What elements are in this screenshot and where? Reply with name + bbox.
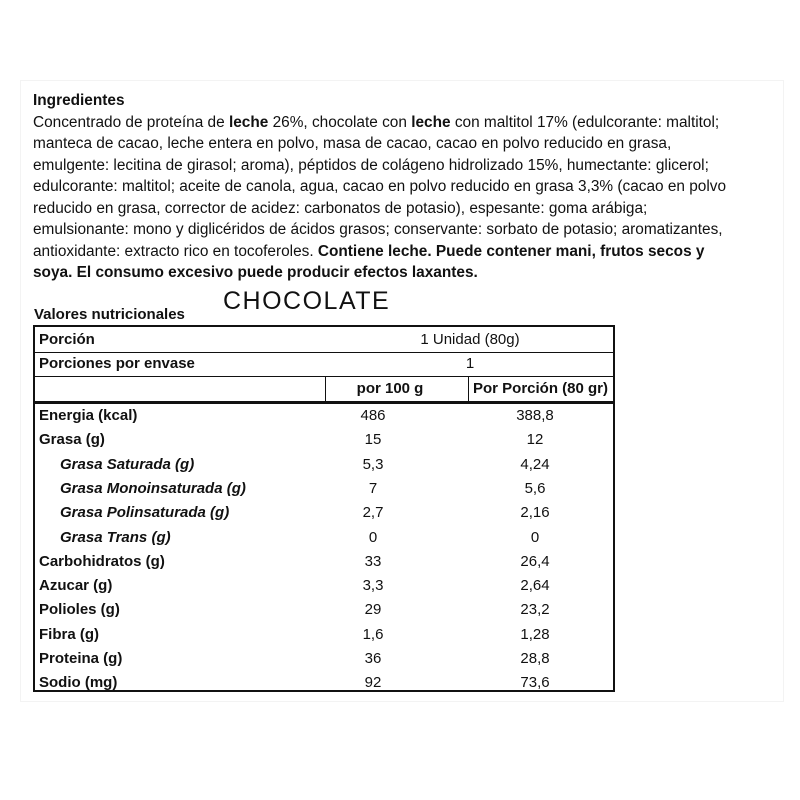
nutrient-row: [35, 526, 613, 550]
ingredients-text-run: Concentrado de proteína de: [33, 113, 229, 131]
serving-value: 1 Unidad (80g): [420, 331, 520, 348]
nutrient-label: Carbohidratos (g): [39, 552, 165, 570]
value-per-100g: 3,3: [362, 577, 384, 595]
value-per-serving: 23,2: [520, 601, 550, 619]
ingredients-bold-text: leche: [228, 113, 269, 131]
col-serving-header: Por Porción (80 gr): [472, 380, 609, 397]
nutrient-label: Grasa Trans (g): [60, 528, 171, 546]
value-per-100g: 7: [368, 479, 378, 497]
nutrient-row: [35, 647, 613, 671]
ingredients-line: [33, 176, 773, 198]
value-per-100g: 29: [364, 601, 382, 619]
serving-label: Porción: [39, 331, 95, 348]
nutrient-label: Energia (kcal): [39, 407, 138, 424]
ingredients-text-run: 26%, chocolate con: [268, 113, 412, 131]
value-per-serving: 26,4: [520, 552, 550, 570]
ingredients-text-run: reducido en grasa, corrector de acidez: carbonatos de potasio), espesante: goma arábiga;: [33, 199, 648, 217]
value-per-serving: 5,6: [524, 479, 546, 497]
value-per-serving: 1,28: [520, 625, 550, 643]
value-per-100g: 0: [368, 528, 378, 546]
serving-row: [35, 328, 613, 352]
ingredients-text-run: antioxidante: extracto rico en tocoferoles.: [33, 242, 318, 260]
ingredients-text-run: con maltitol 17% (edulcorante: maltitol;: [450, 113, 720, 131]
value-per-serving: 0: [530, 528, 540, 546]
col-per100-header: por 100 g: [356, 380, 424, 397]
value-per-serving: 28,8: [520, 650, 550, 667]
nutrient-label: Azucar (g): [39, 577, 113, 595]
nutrient-row: [35, 501, 613, 525]
nutrition-title: Valores nutricionales: [34, 306, 185, 323]
value-per-100g: 2,7: [362, 504, 384, 522]
ingredients-line: [33, 112, 773, 134]
nutrient-label: Sodio (mg): [39, 674, 118, 692]
nutrient-row: [35, 623, 613, 647]
header-row: [35, 377, 613, 401]
ingredients-bold-text: soya. El consumo excesivo puede producir efectos laxantes.: [33, 264, 478, 281]
nutrient-row: [35, 453, 613, 477]
ingredients-text-run: manteca de cacao, leche entera en polvo, masa de cacao, cacao en polvo reducido en grasa,: [33, 135, 672, 152]
nutrient-label: Fibra (g): [39, 625, 99, 643]
value-per-100g: 36: [364, 650, 382, 667]
nutrient-label: Proteina (g): [39, 650, 123, 667]
value-per-100g: 5,3: [362, 455, 384, 473]
servings-row: [35, 352, 613, 376]
ingredients-text-run: emulgente: lecitina de girasol; aroma), péptidos de colágeno hidrolizado 15%, humectante: glicerol;: [33, 156, 709, 174]
ingredients-block: [33, 90, 773, 284]
ingredients-line: [33, 198, 773, 220]
nutrient-label: Grasa Polinsaturada (g): [60, 504, 230, 522]
value-per-100g: 1,6: [362, 625, 384, 643]
nutrition-table: [33, 325, 615, 692]
servings-value: 1: [465, 355, 475, 372]
nutrient-row: [35, 404, 613, 428]
nutrient-row: [35, 574, 613, 598]
servings-label: Porciones por envase: [39, 355, 195, 372]
value-per-serving: 4,24: [520, 455, 550, 473]
value-per-serving: 2,16: [520, 504, 550, 522]
value-per-100g: 33: [364, 552, 382, 570]
ingredients-line: [33, 155, 773, 177]
ingredients-line: [33, 262, 773, 284]
nutrient-row: [35, 550, 613, 574]
value-per-serving: 388,8: [516, 407, 554, 424]
ingredients-text-run: edulcorante: maltitol; aceite de canola, agua, cacao en polvo reducido en grasa 3,3% (cacao en polvo: [33, 178, 727, 195]
ingredients-line: [33, 133, 773, 155]
nutrient-label: Grasa Saturada (g): [60, 455, 195, 473]
ingredients-title: Ingredientes: [33, 92, 125, 109]
nutrient-row: [35, 671, 613, 695]
ingredients-bold-text: leche: [411, 113, 451, 131]
ingredients-line: [33, 219, 773, 241]
nutrient-label: Grasa Monoinsaturada (g): [60, 479, 246, 497]
nutrient-row: [35, 428, 613, 452]
value-per-100g: 486: [360, 407, 386, 424]
value-per-serving: 73,6: [520, 674, 550, 692]
value-per-100g: 92: [364, 674, 382, 692]
ingredients-line: [33, 241, 773, 263]
value-per-serving: 2,64: [520, 577, 550, 595]
nutrient-label: Grasa (g): [39, 431, 105, 449]
ingredients-text-run: emulsionante: mono y diglicéridos de ácidos grasos; conservante: sorbato de potasio; aromatizantes,: [33, 221, 723, 238]
nutrient-label: Polioles (g): [39, 601, 120, 619]
nutrient-row: [35, 477, 613, 501]
value-per-serving: 12: [526, 431, 544, 449]
nutrient-row: [35, 598, 613, 622]
value-per-100g: 15: [364, 431, 382, 449]
ingredients-text: [33, 112, 773, 284]
ingredients-bold-text: Contiene leche. Puede contener mani, frutos secos y: [317, 242, 705, 260]
product-name: CHOCOLATE: [223, 287, 391, 315]
